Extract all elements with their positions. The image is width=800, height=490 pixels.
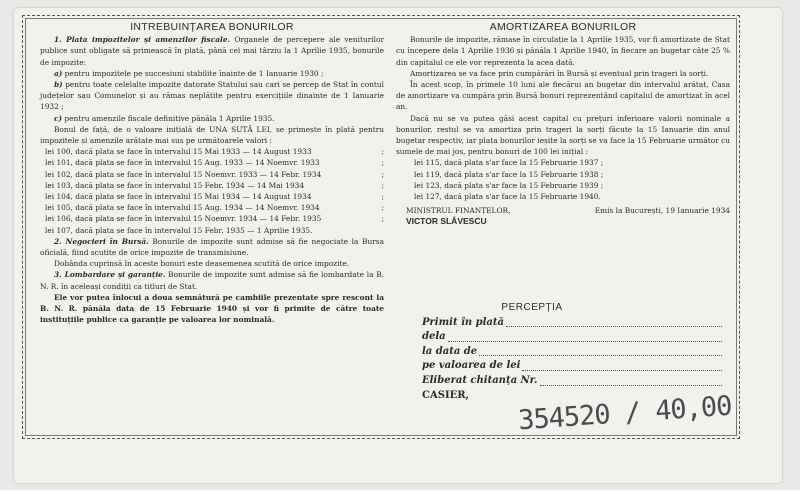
perceptia-field-label: la data de [422,345,478,357]
issue-place-date: Emis la București, 19 Ianuarie 1934 [594,206,730,216]
casier-label: CASIER, [422,389,470,401]
amortization-title: AMORTIZAREA BONURILOR [489,21,637,33]
redemption-schedule-row: lei 119, dacă plata s'ar face la 15 Februarie 1938 ; [414,169,604,179]
perceptia-field-label: dela [422,331,446,343]
redemption-schedule-row: lei 127, dacă plata s'ar face la 15 Februarie 1940. [414,192,601,202]
payment-schedule-row: lei 103, dacă plata se face în intervalul 15 Febr. 1934 — 14 Mai 1934 ; [45,180,384,190]
usage-paragraph-4: Dobânda cuprinsă în aceste bonuri este deasemenea scutită de orice impozite. [54,259,350,269]
payment-schedule-row: lei 106, dacă plata se face în intervalul 15 Noemvr. 1934 — 14 Febr. 1935 ; [45,214,384,224]
usage-paragraph-2: Bonul de față, de o valoare inițială de UNA SUTĂ LEI, se primește în plată pentru impozitele și amenzile arătate mai sus pe următoarele valori : [40,124,384,146]
perceptia-section [422,301,722,403]
handwritten-number: 354520 / 40,00 [517,390,733,437]
payment-schedule-row: lei 104, dacă plata se face în intervalul 15 Mai 1934 — 14 August 1934 ; [45,192,384,202]
signature-line [396,205,730,216]
payment-schedule-row: lei 101, dacă plata se face în intervalul 15 Aug. 1933 — 14 Noemvr. 1933 ; [45,158,384,168]
usage-item-c: c) pentru amenzile fiscale definitive pânăla 1 Aprilie 1935. [54,113,275,123]
amortization-paragraph-3: În acest scop, în primele 10 luni ale fiecărui an bugetar din intervalul arătat, Casa de amortizare va cumpăra prin Bursă bonuri reprezentând capitalul de amortizat în acel an. [396,80,730,112]
perceptia-field-line [540,385,722,386]
perceptia-title: PERCEPȚIA [501,302,563,313]
amortization-paragraph-1: Bonurile de impozite, rămase în circulație la 1 Aprilie 1935, vor fi amortizate de Stat cu începere dela 1 Aprilie 1936 și pânăla 1 Aprilie 1940, în fiecare an bugetar câte 25 % din capitalul ce ele vor reprezenta la acea dată. [396,35,730,67]
perceptia-field-line [479,355,722,356]
payment-schedule-row: lei 100, dacă plata se face în intervalul 15 Mai 1933 — 14 August 1933 ; [45,147,384,157]
usage-paragraph-1: 1. Plata impozitelor și amenzilor fiscale. Organele de percepere ale veniturilor publice sunt obligate să primească în plată, până cel mai târziu la 1 Aprilie 1935, bonurile de impozite: [40,35,384,67]
perceptia-fields [422,316,722,389]
usage-title: INTREBUINȚAREA BONURILOR [130,21,294,33]
usage-item-a: a) pentru impozitele pe succesiuni stabilite înainte de 1 Ianuarie 1930 ; [54,68,324,78]
payment-schedule [40,146,384,236]
payment-schedule-row: lei 105, dacă plata se face în intervalul 15 Aug. 1934 — 14 Noemvr. 1934 ; [45,203,384,213]
perceptia-field [422,316,722,331]
payment-schedule-row: lei 107, dacă plata se face în intervalul 15 Febr. 1935 — 1 Aprilie 1935. [45,225,313,235]
perceptia-field-label: Primit în plată [422,316,504,328]
perceptia-field-label: pe valoarea de lei [422,360,521,372]
perceptia-field [422,345,722,360]
usage-paragraph-6: Ele vor putea înlocui a doua semnătură pe cambiile prezentate spre rescont la B. N. R. pânăla data de 15 Februarie 1940 și vor fi primite de către toate instituțiile publice ca garanție pe valoarea lor nominală. [40,292,384,325]
amortization-section [396,22,730,228]
payment-schedule-row: lei 102, dacă plata se face în intervalul 15 Noemvr. 1933 — 14 Febr. 1934 ; [45,169,384,179]
ministry-label: MINISTRUL FINANȚELOR, [406,206,511,216]
perceptia-field [422,374,722,389]
minister-name: VICTOR SLĂVESCU [406,216,487,227]
usage-paragraph-3: 2. Negocieri în Bursă. Bonurile de impozite sunt admise să fie negociate la Bursa oficială, fiind scutite de orice impozite de transmisiune. [40,236,384,258]
perceptia-field-line [448,341,722,342]
perceptia-field-line [522,370,722,371]
amortization-paragraph-4: Dacă nu se va putea găsi acest capital cu prețuri inferioare valorii nominale a bonurilor, restul se va amortiza prin trageri la sorți făcute la 15 Ianuarie din anul bugetar respectiv, iar plata bonurilor ieșite la sorți se va face la 15 Februarie următor cu sumele de mai jos, pentru bonuri de 100 lei inițial : [396,113,730,157]
amortization-paragraph-2: Amortizarea se va face prin cumpărări în Bursă și eventual prin trageri la sorți. [410,68,709,78]
perceptia-field-label: Eliberat chitanța Nr. [422,374,538,386]
perceptia-field [422,359,722,374]
usage-paragraph-5: 3. Lombardare și garanție. Bonurile de impozite sunt admise să fie lombardate la B. N. R. în aceleași condiții ca titluri de Stat. [40,270,384,291]
perceptia-field-line [506,326,722,327]
usage-section [40,22,384,325]
redemption-schedule-row: lei 123, dacă plata s'ar face la 15 Februarie 1939 ; [414,180,604,190]
perceptia-field [422,330,722,345]
redemption-schedule [396,157,730,202]
usage-item-b: b) pentru toate celelalte impozite datorate Statului sau cari se percep de Stat în contul județelor sau Comunelor și au rămas neplătite pentru exercițiile dinainte de 1 Ianuarie 1932 ; [40,80,384,112]
redemption-schedule-row: lei 115, dacă plata s'ar face la 15 Februarie 1937 ; [414,158,604,168]
